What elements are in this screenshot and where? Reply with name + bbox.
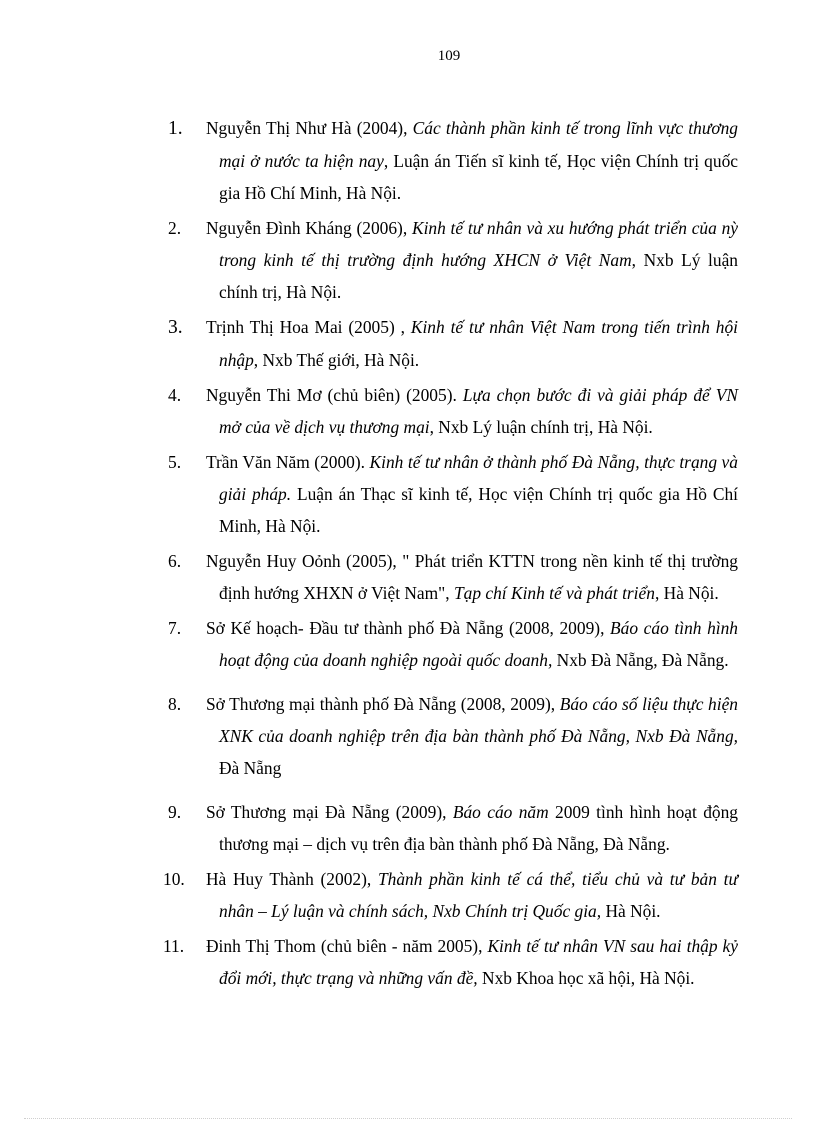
reference-title: Kinh tế tư nhân Việt Nam trong tiến trình hội nhập bbox=[219, 317, 738, 370]
reference-title: Các thành phần kinh tế trong lĩnh vực thương mại ở nước ta hiện nay bbox=[219, 118, 738, 171]
reference-author: Hà Huy Thành (2002), bbox=[206, 869, 378, 889]
reference-publisher: , Hà Nội. bbox=[654, 583, 719, 603]
reference-item bbox=[130, 688, 738, 784]
reference-publisher: Luận án Thạc sĩ kinh tế, Học viện Chính trị quốc gia Hồ Chí Minh, Hà Nội. bbox=[219, 484, 739, 536]
reference-number: 4. bbox=[168, 385, 182, 405]
reference-title: Báo cáo tình hình hoạt động của doanh nghiệp ngoài quốc doanh, bbox=[219, 618, 739, 670]
reference-author: Nguyễn Thi Mơ (chủ biên) (2005). bbox=[206, 385, 463, 405]
reference-author: Nguyễn Huy Oỏnh (2005), " Phát triển KTTN trong nền kinh tế thị trường định hướng XHXN ở Việt Nam", bbox=[206, 551, 738, 603]
reference-item bbox=[130, 612, 738, 676]
reference-author: Trịnh Thị Hoa Mai (2005) , bbox=[206, 317, 411, 337]
reference-publisher: Nxb Đà Nẵng, Đà Nẵng. bbox=[552, 650, 729, 670]
reference-number: 2. bbox=[168, 218, 182, 238]
reference-publisher: Hà Nội. bbox=[601, 901, 661, 921]
reference-number: 10. bbox=[163, 869, 185, 889]
reference-number: 3. bbox=[168, 317, 183, 338]
page-number: 109 bbox=[437, 48, 461, 64]
reference-publisher: , Luận án Tiến sĩ kinh tế, Học viện Chính trị quốc gia Hồ Chí Minh, Hà Nội. bbox=[219, 151, 738, 203]
reference-item bbox=[130, 112, 738, 209]
reference-number: 7. bbox=[168, 618, 182, 638]
reference-title: Kinh tế tư nhân ở thành phố Đà Nẵng, thực trạng và giải pháp. bbox=[219, 452, 738, 504]
reference-item bbox=[130, 863, 738, 927]
reference-title: Tạp chí Kinh tế và phát triển bbox=[453, 583, 655, 603]
reference-number: 8. bbox=[168, 694, 182, 714]
reference-number: 11. bbox=[163, 936, 185, 956]
reference-title: Lựa chọn bước đi và giải pháp để VN mở của về dịch vụ thương mại bbox=[219, 385, 738, 437]
reference-item bbox=[130, 379, 738, 443]
reference-publisher: Nxb Khoa học xã hội, Hà Nội. bbox=[477, 968, 695, 988]
reference-item bbox=[130, 545, 738, 609]
reference-publisher: 2009 tình hình hoạt động thương mại – dịch vụ trên địa bàn thành phố Đà Nẵng, Đà Nẵng. bbox=[219, 802, 738, 854]
reference-title: Kinh tế tư nhân và xu hướng phát triển của nỳ trong kinh tế thị trường định hướng XHCN ở Việt Nam bbox=[219, 218, 739, 270]
reference-item bbox=[130, 930, 738, 994]
reference-author: Nguyễn Thị Như Hà (2004), bbox=[206, 118, 413, 138]
reference-item bbox=[130, 796, 738, 860]
reference-title: Kinh tế tư nhân VN sau hai thập kỷ đổi mới, thực trạng và những vấn đề, bbox=[219, 936, 738, 988]
reference-publisher: , Nxb Lý luận chính trị, Hà Nội. bbox=[219, 250, 738, 302]
reference-title: Báo cáo năm bbox=[452, 802, 549, 822]
reference-author: Sở Thương mại thành phố Đà Nẵng (2008, 2009), bbox=[206, 694, 560, 714]
page-bottom-divider bbox=[24, 1118, 792, 1119]
reference-item bbox=[130, 311, 738, 376]
reference-number: 6. bbox=[168, 551, 182, 571]
reference-author: Đinh Thị Thom (chủ biên - năm 2005), bbox=[206, 936, 488, 956]
reference-list bbox=[130, 112, 738, 997]
reference-title: Thành phần kinh tế cá thể, tiểu chủ và tư bản tư nhân – Lý luận và chính sách, Nxb Chính trị Quốc gia, bbox=[219, 869, 738, 921]
reference-publisher: , Nxb Thế giới, Hà Nội. bbox=[253, 350, 420, 370]
reference-publisher: Đà Nẵng bbox=[219, 758, 282, 778]
reference-author: Nguyễn Đình Kháng (2006), bbox=[206, 218, 412, 238]
reference-author: Trần Văn Năm (2000). bbox=[206, 452, 370, 472]
reference-number: 9. bbox=[168, 802, 182, 822]
reference-item bbox=[130, 446, 738, 542]
reference-author: Sở Thương mại Đà Nẵng (2009), bbox=[206, 802, 453, 822]
reference-number: 1. bbox=[168, 118, 183, 139]
reference-author: Sở Kế hoạch- Đầu tư thành phố Đà Nẵng (2008, 2009), bbox=[206, 618, 611, 638]
reference-item bbox=[130, 212, 738, 308]
reference-number: 5. bbox=[168, 452, 182, 472]
reference-title: Báo cáo số liệu thực hiện XNK của doanh nghiệp trên địa bàn thành phố Đà Nẵng, Nxb Đà Nẵng, bbox=[219, 694, 738, 746]
reference-publisher: , Nxb Lý luận chính trị, Hà Nội. bbox=[429, 417, 653, 437]
